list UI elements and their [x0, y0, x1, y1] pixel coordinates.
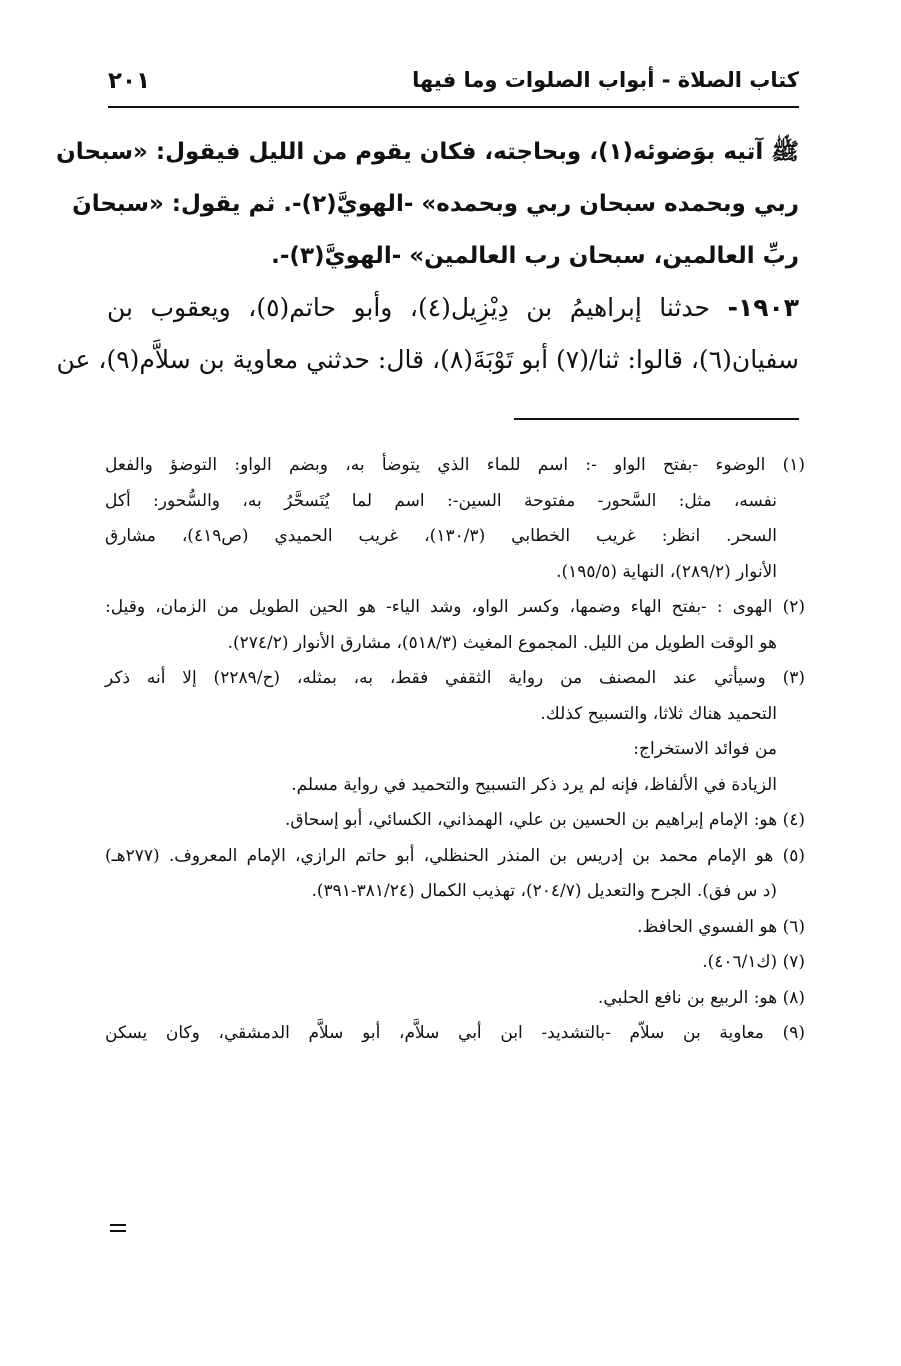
hadith-first-line: [107, 282, 799, 334]
text-line: سفيان(٦)، قالوا: ثنا/(٧) أبو تَوْبَةَ(٨)، قال: حدثني معاوية بن سلاَّم(٩)، عن: [56, 345, 799, 374]
footnote-line: من فوائد الاستخراج:: [633, 739, 777, 759]
footnote-line: (٢) الهوى : -بفتح الهاء وضمها، وكسر الواو، وشد الياء- هو الحين الطويل من الزمان، وقيل:: [105, 597, 805, 617]
text-line: ربي وبحمده سبحان ربي وبحمده» -الهويَّ(٢)-. ثم يقول: «سبحانَ: [72, 191, 799, 217]
footnote-line: السحر. انظر: غريب الخطابي (١٣٠/٣)، غريب الحميدي (ص٤١٩)، مشارق: [105, 526, 777, 546]
footnote-line: (٩) معاوية بن سلاّم -بالتشديد- ابن أبي سلاَّم، أبو سلاَّم الدمشقي، وكان يسكن: [105, 1023, 805, 1043]
footnote-line: التحميد هناك ثلاثا، والتسبيح كذلك.: [540, 703, 777, 724]
footnote-line: الزيادة في الألفاظ، فإنه لم يرد ذكر التسبيح والتحميد في رواية مسلم.: [291, 774, 777, 795]
running-header: [108, 66, 799, 108]
footnote-line: (٧) (ك٤٠٦/١).: [702, 952, 805, 972]
footnote-line: (٤) هو: الإمام إبراهيم بن الحسين بن علي، الهمذاني، الكسائي، أبو إسحاق.: [285, 810, 805, 830]
hadith-number: ١٩٠٣-: [727, 293, 799, 322]
main-text: [56, 126, 799, 386]
footnote-line: (د س فق). الجرح والتعديل (٢٠٤/٧)، تهذيب الكمال (٣٨١/٢٤-٣٩١).: [311, 881, 777, 901]
footnote-line: (٨) هو: الربيع بن نافع الحلبي.: [597, 987, 805, 1008]
text-line: ربِّ العالمين، سبحان رب العالمين» -الهويَّ(٣)-.: [271, 243, 799, 269]
footnote-separator: [514, 418, 799, 420]
continuation-mark: [110, 1222, 126, 1234]
footnote-line: (٣) وسيأتي عند المصنف من رواية الثقفي فقط، به، بمثله، (ح/٢٢٨٩) إلا أنه ذكر: [105, 668, 806, 688]
hadith-text: حدثنا إبراهيمُ بن دِيْزِيل(٤)، وأبو حاتم(٥)، ويعقوب بن: [107, 293, 711, 322]
text-line: ﷺ آتيه بوَضوئه(١)، وبحاجته، فكان يقوم من الليل فيقول: «سبحان: [56, 139, 799, 165]
footnote-line: (١) الوضوء -بفتح الواو -: اسم للماء الذي يتوضأ به، وبضم الواو: التوضؤ والفعل: [105, 455, 805, 475]
footnote-line: هو الوقت الطويل من الليل. المجموع المغيث (٥١٨/٣)، مشارق الأنوار (٢٧٤/٢).: [227, 632, 777, 653]
footnotes: [105, 448, 805, 1052]
footnote-line: (٥) هو الإمام محمد بن إدريس بن المنذر الحنظلي، أبو حاتم الرازي، الإمام المعروف. (٢٧٧هـ): [105, 845, 805, 866]
footnote-line: نفسه، مثل: السَّحور- مفتوحة السين-: اسم لما يُتَسحَّرُ به، والسُّحور: أكل: [105, 490, 777, 511]
footnote-line: الأنوار (٢٨٩/٢)، النهاية (١٩٥/٥).: [556, 561, 777, 582]
page-number: ٢٠١: [108, 68, 151, 94]
chapter-title: كتاب الصلاة - أبواب الصلوات وما فيها: [412, 68, 799, 92]
footnote-line: (٦) هو الفسوي الحافظ.: [637, 916, 805, 937]
